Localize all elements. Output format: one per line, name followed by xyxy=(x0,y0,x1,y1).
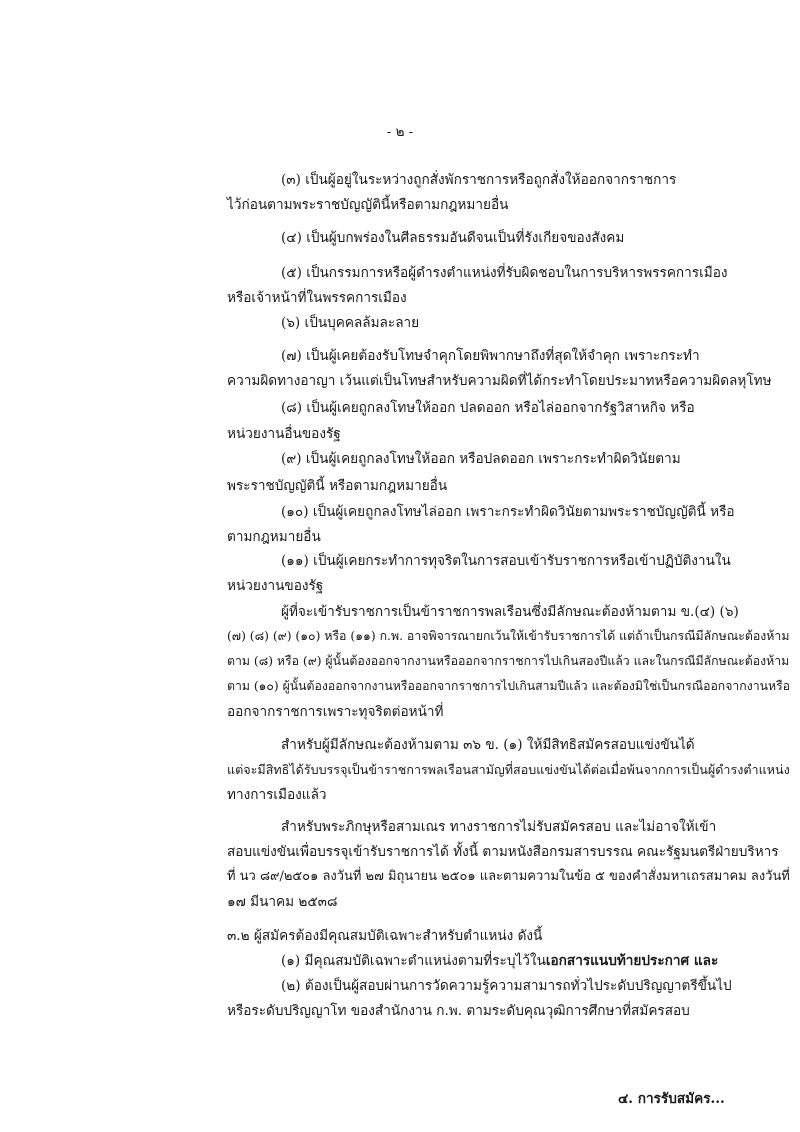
text-line: (๒) ต้องเป็นผู้สอบผ่านการวัดความรู้ความสามารถทั่วไประดับปริญญาตรีขึ้นไป xyxy=(281,978,732,994)
text-line: (๔) เป็นผู้บกพร่องในศีลธรรมอันดีจนเป็นที่รังเกียจของสังคม xyxy=(281,230,625,246)
text-line: ออกจากราชการเพราะทุจริตต่อหน้าที่ xyxy=(227,704,444,720)
text-line: ตามกฎหมายอื่น xyxy=(227,529,321,545)
text-line: (๗) เป็นผู้เคยต้องรับโทษจำคุกโดยพิพากษาถึงที่สุดให้จำคุก เพราะกระทำ xyxy=(281,348,700,364)
continuation-footer: ๔. การรับสมัคร... xyxy=(618,1091,725,1107)
text-line xyxy=(281,952,718,970)
text-line: (๕) เป็นกรรมการหรือผู้ดำรงตำแหน่งที่รับผิดชอบในการบริหารพรรคการเมือง xyxy=(281,265,728,281)
text-line: ตาม (๘) หรือ (๙) ผู้นั้นต้องออกจากงานหรือออกจากราชการไปเกินสองปีแล้ว และในกรณีมีลักษณะต้องห้าม xyxy=(227,654,790,668)
text-line: ๑๗ มีนาคม ๒๕๓๘ xyxy=(227,894,338,910)
text-line: สำหรับผู้มีลักษณะต้องห้ามตาม ๓๖ ข. (๑) ให้มีสิทธิสมัครสอบแข่งขันได้ xyxy=(281,737,695,753)
page-number: - ๒ - xyxy=(386,125,414,140)
text-line: (๓) เป็นผู้อยู่ในระหว่างถูกสั่งพักราชการหรือถูกสั่งให้ออกจากราชการ xyxy=(281,172,677,188)
text-line: หน่วยงานของรัฐ xyxy=(227,578,324,594)
text-line: (๖) เป็นบุคคลล้มละลาย xyxy=(281,315,420,331)
text-segment: (๑) มีคุณสมบัติเฉพาะตำแหน่งตามที่ระบุไว้ใน xyxy=(281,953,546,969)
text-line: ทางการเมืองแล้ว xyxy=(227,787,327,803)
text-line: ที่ นว ๘๙/๒๕๐๑ ลงวันที่ ๒๗ มิถุนายน ๒๕๐๑ และตามความในข้อ ๕ ของคำสั่งมหาเถรสมาคม ลงวันที่ xyxy=(227,869,790,884)
text-line: (๑๑) เป็นผู้เคยกระทำการทุจริตในการสอบเข้ารับราชการหรือเข้าปฏิบัติงานใน xyxy=(281,553,731,569)
section-heading: ๓.๒ ผู้สมัครต้องมีคุณสมบัติเฉพาะสำหรับตำแหน่ง ดังนี้ xyxy=(227,928,543,944)
text-line: หน่วยงานอื่นของรัฐ xyxy=(227,426,341,442)
text-line: ความผิดทางอาญา เว้นแต่เป็นโทษสำหรับความผิดที่ได้กระทำโดยประมาทหรือความผิดลหุโทษ xyxy=(227,373,772,389)
bold-emphasis: เอกสารแนบท้ายประกาศ และ xyxy=(545,953,719,969)
text-line: (๘) เป็นผู้เคยถูกลงโทษให้ออก ปลดออก หรือไล่ออกจากรัฐวิสาหกิจ หรือ xyxy=(281,400,695,416)
text-line: (๑๐) เป็นผู้เคยถูกลงโทษไล่ออก เพราะกระทำผิดวินัยตามพระราชบัญญัตินี้ หรือ xyxy=(281,504,735,520)
text-line: แต่จะมีสิทธิได้รับบรรจุเป็นข้าราชการพลเรือนสามัญที่สอบแข่งขันได้ต่อเมื่อพ้นจากการเป็นผู้ดำรงตำแหน่ง xyxy=(227,762,790,777)
text-line: ผู้ที่จะเข้ารับราชการเป็นข้าราชการพลเรือนซึ่งมีลักษณะต้องห้ามตาม ข.(๔) (๖) xyxy=(281,604,739,620)
text-line: ตาม (๑๐) ผู้นั้นต้องออกจากงานหรือออกจากราชการไปเกินสามปีแล้ว และต้องมิใช่เป็นกรณีออกจากงานหรือ xyxy=(227,679,791,693)
text-line: สำหรับพระภิกษุหรือสามเณร ทางราชการไม่รับสมัครสอบ และไม่อาจให้เข้า xyxy=(281,819,717,835)
text-line: หรือเจ้าหน้าที่ในพรรคการเมือง xyxy=(227,290,407,306)
text-line: (๗) (๘) (๙) (๑๐) หรือ (๑๑) ก.พ. อาจพิจารณายกเว้นให้เข้ารับราชการได้ แต่ถ้าเป็นกรณีมีลักษณะต้องห้าม xyxy=(227,629,790,643)
text-line: (๙) เป็นผู้เคยถูกลงโทษให้ออก หรือปลดออก เพราะกระทำผิดวินัยตาม xyxy=(281,451,681,467)
text-line: สอบแข่งขันเพื่อบรรจุเข้ารับราชการได้ ทั้งนี้ ตามหนังสือกรมสารบรรณ คณะรัฐมนตรีฝ่ายบริหาร xyxy=(227,844,779,860)
text-line: หรือระดับปริญญาโท ของสำนักงาน ก.พ. ตามระดับคุณวุฒิการศึกษาที่สมัครสอบ xyxy=(227,1003,690,1019)
text-line: ไว้ก่อนตามพระราชบัญญัตินี้หรือตามกฎหมายอื่น xyxy=(227,197,509,213)
text-line: พระราชบัญญัตินี้ หรือตามกฎหมายอื่น xyxy=(227,478,448,494)
